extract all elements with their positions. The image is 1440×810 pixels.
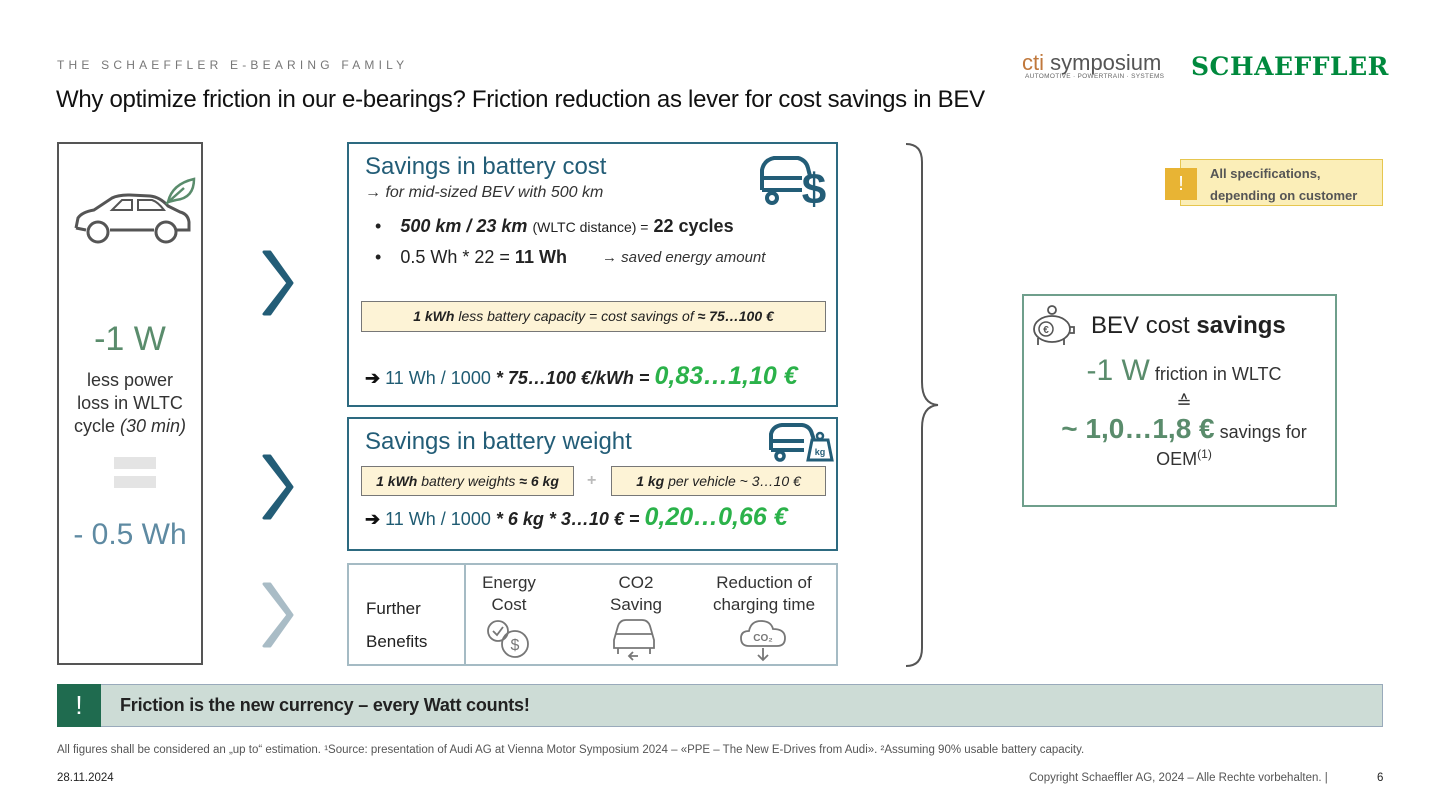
result-calc: * 6 kg * 3…10 € = <box>495 509 640 529</box>
curly-brace <box>904 142 940 668</box>
leaf-icon <box>164 176 198 206</box>
page-title: Why optimize friction in our e-bearings? Friction reduction as lever for cost savings in BEV <box>56 86 985 113</box>
chevron-right-icon <box>258 248 298 318</box>
oem-label: OEM <box>1156 449 1198 469</box>
bullet-distance-result: 22 cycles <box>653 216 734 236</box>
bullet-dot: • <box>375 247 382 267</box>
desc-line-2: loss in WLTC <box>77 393 183 413</box>
further-benefits-label <box>366 592 427 658</box>
bullet-distance-calc: 500 km / 23 km <box>400 216 528 236</box>
svg-text:$: $ <box>510 637 520 654</box>
bullet-energy <box>375 247 567 268</box>
savings-value: ~ 1,0…1,8 € <box>1061 413 1215 444</box>
tag-end: ≈ 75…100 € <box>697 308 774 324</box>
co2-car-icon <box>610 616 658 662</box>
bev-savings-title <box>1091 312 1286 340</box>
bullet-distance-note: (WLTC distance) = <box>532 219 649 235</box>
vehicle-weight-tag <box>611 466 826 496</box>
equals-bar-bottom <box>114 476 156 488</box>
svg-text:€: € <box>1043 325 1049 336</box>
result-prefix: 11 Wh / 1000 <box>385 509 491 529</box>
battery-weight-tag <box>361 466 574 496</box>
notice-line-1: All specifications, <box>1210 166 1321 181</box>
desc-time: (30 min) <box>120 416 187 436</box>
tag2-kg: 1 kg <box>636 473 665 489</box>
further-label-2: Benefits <box>366 632 428 651</box>
benefit-charging-time <box>694 572 834 616</box>
result-value: 0,83…1,10 € <box>654 362 798 390</box>
plus-sign: + <box>587 472 597 489</box>
friction-value: -1 W <box>1086 354 1150 387</box>
chevron-right-icon <box>258 452 298 522</box>
benefit-line-1: Reduction of <box>716 573 812 592</box>
arrow-icon: ➔ <box>365 509 381 529</box>
footer-copyright: Copyright Schaeffler AG, 2024 – Alle Rechte vorbehalten. | <box>1029 772 1328 784</box>
battery-cost-result <box>365 362 798 391</box>
key-message-text: Friction is the new currency – every Watt counts! <box>120 695 530 715</box>
desc-line-3 <box>57 415 203 438</box>
result-calc: * 75…100 €/kWh = <box>495 368 650 388</box>
car-weight-icon <box>768 422 834 462</box>
friction-line <box>1024 354 1344 388</box>
arrow-icon: ➔ <box>365 368 381 388</box>
equivalence-sign: ≙ <box>1176 392 1192 412</box>
title-plain: BEV cost <box>1091 312 1190 339</box>
desc-cycle: cycle <box>73 416 115 436</box>
savings-line <box>1024 413 1344 470</box>
benefit-line-2: Saving <box>610 595 662 614</box>
desc-line-1: less power <box>86 370 174 390</box>
benefit-co2-saving <box>592 572 680 616</box>
power-loss-value: -1 W <box>94 320 166 358</box>
notice-line-2: depending on customer <box>1210 188 1358 203</box>
svg-text:kg: kg <box>814 447 826 457</box>
battery-weight-title: Savings in battery weight <box>365 428 632 455</box>
svg-text:$: $ <box>801 165 827 212</box>
chevron-right-icon <box>258 580 298 650</box>
car-dollar-icon <box>758 154 830 212</box>
savings-label: savings for <box>1219 422 1307 442</box>
logo-cti-text: cti <box>1022 50 1044 75</box>
battery-capacity-tag <box>361 301 826 332</box>
power-loss-description <box>57 369 203 438</box>
benefit-energy-cost <box>466 572 552 616</box>
tag1-end: ≈ 6 kg <box>519 473 559 489</box>
footer-date: 28.11.2024 <box>57 772 114 784</box>
bullet-energy-note: → saved energy amount <box>602 249 766 266</box>
tag-kwh: 1 kWh <box>413 308 455 324</box>
warning-icon: ! <box>1165 168 1197 200</box>
energy-value: - 0.5 Wh <box>73 518 187 551</box>
further-label-1: Further <box>366 599 421 618</box>
benefit-line-2: charging time <box>712 595 816 614</box>
battery-cost-subtitle: → for mid-sized BEV with 500 km <box>365 184 604 201</box>
footnote: All figures shall be considered an „up to“ estimation. ¹Source: presentation of Audi AG at Vienna Motor Symposium 2024 – «PPE – The New E-Drives from Audi». ²Assuming 90% usable battery capacity. <box>57 744 1085 756</box>
logo-symposium-text: symposium <box>1050 50 1162 75</box>
battery-cost-title: Savings in battery cost <box>365 153 607 180</box>
tag2-rest: per vehicle ~ 3…10 € <box>668 473 801 489</box>
schaeffler-logo: SCHAEFFLER <box>1191 52 1389 81</box>
battery-weight-result <box>365 503 788 532</box>
bullet-energy-result: 11 Wh <box>514 247 567 267</box>
oem-footnote: (1) <box>1197 447 1212 461</box>
logo-cti-subtitle: AUTOMOTIVE · POWERTRAIN · SYSTEMS <box>1025 73 1165 80</box>
co2-cloud-icon <box>739 616 789 664</box>
specification-notice <box>1180 159 1383 206</box>
benefit-line-1: Energy <box>482 573 536 592</box>
slide-kicker: THE SCHAEFFLER E-BEARING FAMILY <box>57 58 409 72</box>
bullet-distance <box>375 216 734 237</box>
piggy-bank-icon <box>1028 305 1076 347</box>
result-value: 0,20…0,66 € <box>644 503 788 531</box>
energy-cost-icon <box>485 618 535 662</box>
tag1-kwh: 1 kWh <box>376 473 418 489</box>
tag1-mid: battery weights <box>421 473 516 489</box>
svg-text:CO₂: CO₂ <box>753 633 773 644</box>
bullet-dot: • <box>375 216 382 236</box>
equals-bar-top <box>114 457 156 469</box>
friction-label: friction in WLTC <box>1154 364 1282 384</box>
result-prefix: 11 Wh / 1000 <box>385 368 491 388</box>
benefit-line-2: Cost <box>491 595 527 614</box>
benefit-line-1: CO2 <box>618 573 654 592</box>
tag-mid: less battery capacity = cost savings of <box>458 308 694 324</box>
page-number: 6 <box>1377 772 1384 784</box>
bullet-energy-calc: 0.5 Wh * 22 = <box>400 247 510 267</box>
title-bold: savings <box>1196 312 1286 339</box>
exclamation-icon: ! <box>57 684 101 727</box>
